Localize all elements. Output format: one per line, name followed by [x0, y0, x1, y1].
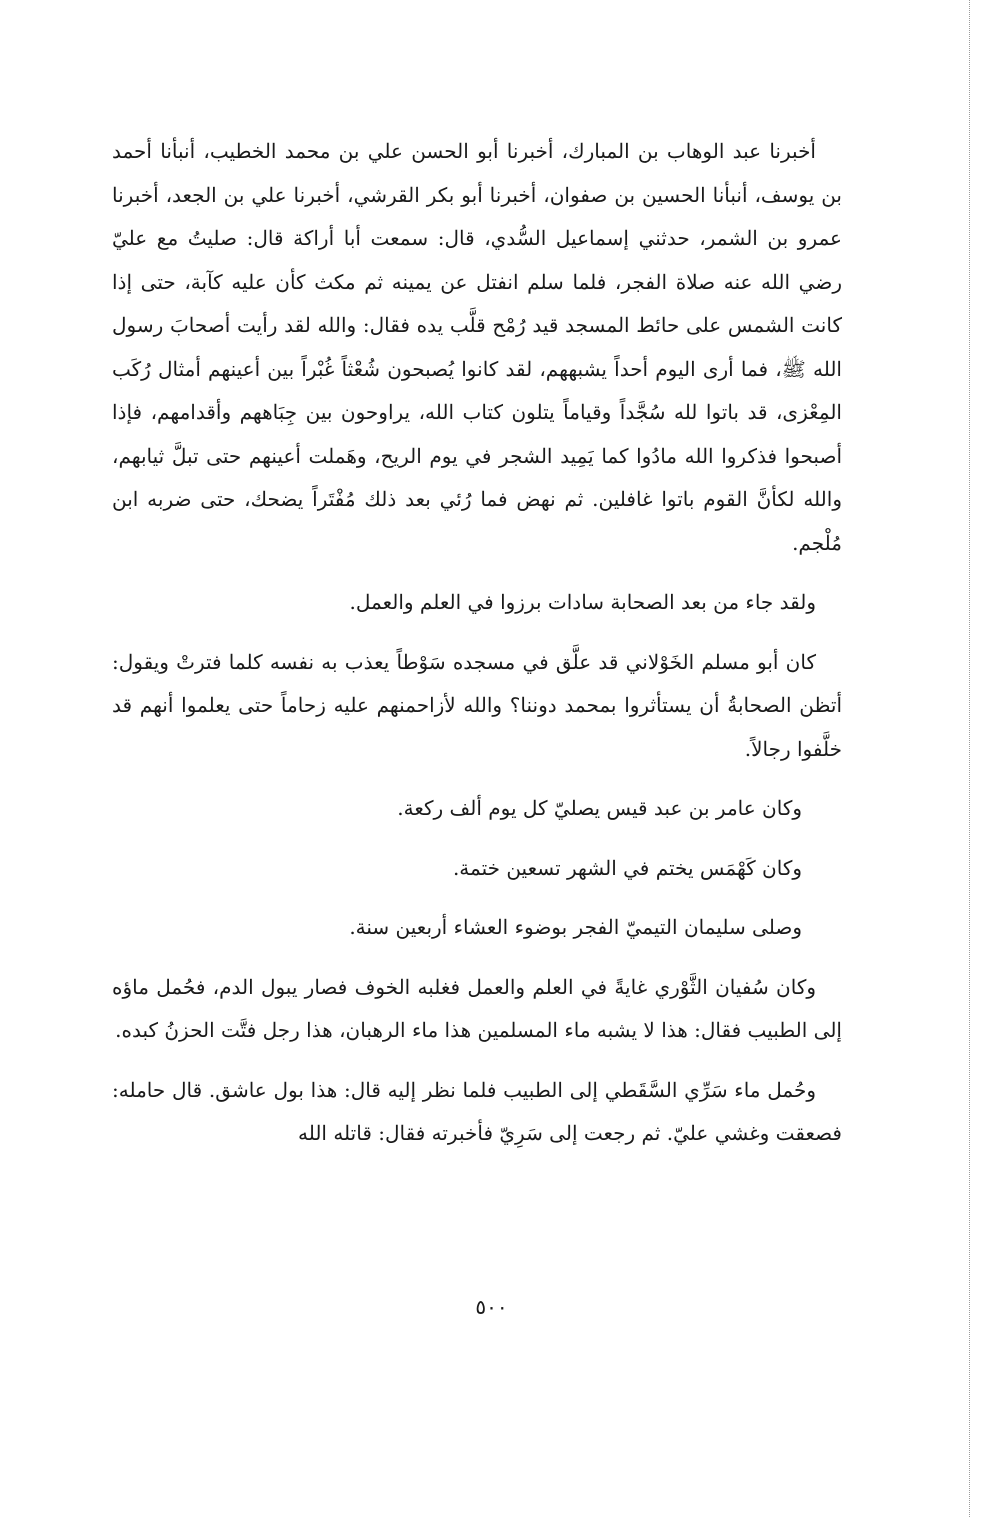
paragraph-sulayman-taymi: وصلى سليمان التيميّ الفجر بوضوء العشاء أربعين سنة.: [349, 915, 802, 939]
paragraph-sari-saqati: وحُمل ماء سَرِّي السَّقَطي إلى الطبيب فلما نظر إليه قال: هذا بول عاشق. قال حامله: فصعقت وغشي عليّ. ثم رجعت إلى سَرِيّ فأخبرته فقال: قاتله الله: [112, 1077, 842, 1145]
paragraph-amir-bin-abd-qays: وكان عامر بن عبد قيس يصليّ كل يوم ألف ركعة.: [397, 796, 802, 820]
paragraph-sufyan-thawri: وكان سُفيان الثَّوْري غايةً في العلم والعمل فغلبه الخوف فصار يبول الدم، فحُمل ماؤه إلى الطبيب فقال: هذا لا يشبه ماء المسلمين هذا ماء الرهبان، هذا رجل فتَّت الحزنُ كبده.: [112, 974, 842, 1042]
paragraph-abu-muslim: كان أبو مسلم الخَوْلاني قد علَّق في مسجده سَوْطاً يعذب به نفسه كلما فترتْ ويقول: أتظن الصحابةُ أن يستأثروا بمحمد دوننا؟ والله لأزاحمنهم عليه زحاماً حتى يعلموا أنهم قد خلَّفوا رجالاً.: [112, 649, 842, 761]
page-edge-divider: [969, 0, 970, 1517]
paragraph-kahmas: وكان كَهْمَس يختم في الشهر تسعين ختمة.: [452, 855, 802, 880]
body-text: [112, 130, 842, 1156]
page-number: ٥٠٠: [475, 1295, 508, 1319]
paragraph-hadith-narration: أخبرنا عبد الوهاب بن المبارك، أخبرنا أبو الحسن علي بن محمد الخطيب، أنبأنا أحمد بن يوسف، أنبأنا الحسين بن صفوان، أخبرنا أبو بكر القرشي، أخبرنا علي بن الجعد، أخبرنا عمرو بن الشمر، حدثني إسماعيل السُّدي، قال: سمعت أبا أراكة قال: صليتُ مع عليّ رضي الله عنه صلاة الفجر، فلما سلم انفتل عن يمينه ثم مكث كأن عليه كآبة، حتى إذا كانت الشمس على حائط المسجد قيد رُمْح قلَّب يده فقال: والله لقد رأيت أصحابَ رسول الله ﷺ، فما أرى اليوم أحداً يشبههم، لقد كانوا يُصبحون شُعْثاً غُبْراً بين أعينهم أمثال رُكَب المِعْزى، قد باتوا لله سُجَّداً وقياماً يتلون كتاب الله، يراوحون بين جِبَاههم وأقدامهم، فإذا أصبحوا فذكروا الله مادُوا كما يَمِيد الشجر في يوم الريح، وهَملت أعينهم حتى تبلَّ ثيابهم، والله لكأنَّ القوم باتوا غافلين. ثم نهض فما رُئي بعد ذلك مُفْتَراً يضحك، حتى ضربه ابن مُلْجم.: [112, 139, 842, 555]
paragraph-successors-intro: ولقد جاء من بعد الصحابة سادات برزوا في العلم والعمل.: [349, 590, 816, 614]
